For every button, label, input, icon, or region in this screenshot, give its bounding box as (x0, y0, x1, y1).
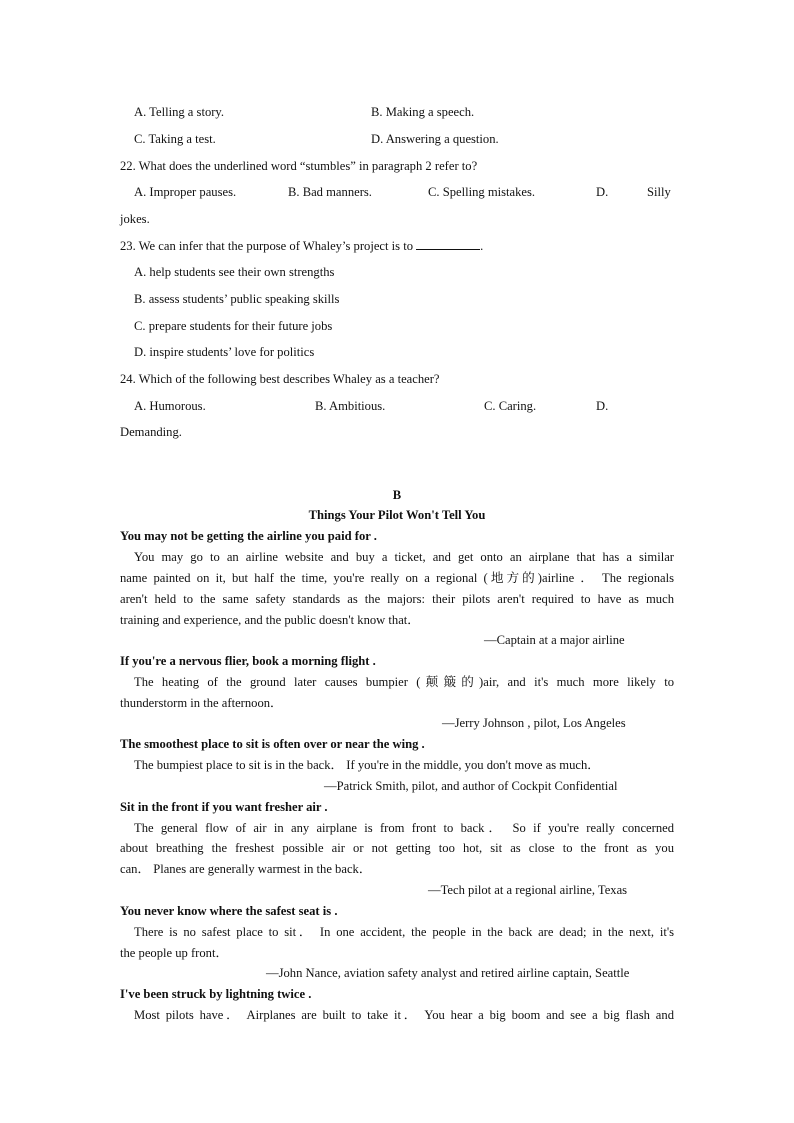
attribution: —Jerry Johnson , pilot, Los Angeles (442, 716, 626, 730)
q21-option-a: A. Telling a story. (134, 105, 225, 119)
q23-option-b: B. assess students’ public speaking skills (134, 292, 340, 306)
attribution: —Patrick Smith, pilot, and author of Cockpit Confidential (324, 779, 618, 793)
q23-option-d: D. inspire students’ love for politics (134, 345, 315, 359)
section-heading: I've been struck by lightning twice . (120, 987, 312, 1001)
q24-option-b: B. Ambitious. (315, 399, 386, 413)
paragraph-line: Most pilots have． Airplanes are built to take it． You hear a big boom and see a big flash and (134, 1008, 674, 1022)
paragraph-line: There is no safest place to sit． In one accident, the people in the back are dead; in the next, it's (134, 925, 674, 939)
attribution: —Captain at a major airline (484, 633, 625, 647)
q24-stem: 24. Which of the following best describes Whaley as a teacher? (120, 372, 440, 386)
q22-option-c: C. Spelling mistakes. (428, 185, 536, 199)
q22-option-d-continued: jokes. (120, 212, 150, 226)
q23-stem-text: 23. We can infer that the purpose of Whaley’s project is to (120, 239, 413, 253)
q22-option-d-letter: D. (596, 185, 609, 199)
section-heading: The smoothest place to sit is often over or near the wing . (120, 737, 425, 751)
paragraph-line: the people up front． (120, 946, 229, 960)
paragraph-line: about breathing the freshest possible air or not getting too hot, sit as close to the front as you (120, 841, 674, 855)
q22-option-a: A. Improper pauses. (134, 185, 237, 199)
paragraph-line: The general flow of air in any airplane is from front to back． So if you're really concerned (134, 821, 674, 835)
q24-option-c: C. Caring. (484, 399, 537, 413)
q24-option-d-letter: D. (596, 399, 609, 413)
paragraph-line: thunderstorm in the afternoon． (120, 696, 283, 710)
paragraph-line: The heating of the ground later causes bumpier (颠簸的)air, and it's much more likely to (134, 675, 674, 689)
q21-option-b: B. Making a speech. (371, 105, 475, 119)
q22-option-b: B. Bad manners. (288, 185, 372, 199)
q22-option-d-text: Silly (647, 185, 671, 199)
paragraph-line: training and experience, and the public doesn't know that． (120, 613, 420, 627)
passage-title: Things Your Pilot Won't Tell You (308, 508, 486, 522)
section-letter: B (392, 488, 402, 502)
q21-option-c: C. Taking a test. (134, 132, 216, 146)
paragraph-line: You may go to an airline website and buy a ticket, and get onto an airplane that has a similar (134, 550, 674, 564)
paragraph-line: aren't held to the same safety standards as the majors: their pilots aren't required to have as much (120, 592, 674, 606)
q23-stem-end: . (480, 239, 484, 253)
attribution: —John Nance, aviation safety analyst and retired airline captain, Seattle (266, 966, 630, 980)
q23-option-a: A. help students see their own strengths (134, 265, 335, 279)
q24-option-d-text: Demanding. (120, 425, 182, 439)
q23-stem (120, 238, 483, 254)
section-heading: You never know where the safest seat is . (120, 904, 338, 918)
q23-option-c: C. prepare students for their future jobs (134, 319, 333, 333)
section-heading: Sit in the front if you want fresher air . (120, 800, 328, 814)
answer-blank (416, 238, 480, 250)
paragraph-line: name painted on it, but half the time, you're really on a regional (地方的)airline ． The regionals (120, 571, 674, 585)
paragraph-line: The bumpiest place to sit is in the back． If you're in the middle, you don't move as much． (134, 758, 600, 772)
q24-option-a: A. Humorous. (134, 399, 206, 413)
q21-option-d: D. Answering a question. (371, 132, 499, 146)
q22-stem: 22. What does the underlined word “stumbles” in paragraph 2 refer to? (120, 159, 478, 173)
paragraph-line: can． Planes are generally warmest in the back． (120, 862, 372, 876)
section-heading: You may not be getting the airline you paid for . (120, 529, 377, 543)
section-heading: If you're a nervous flier, book a morning flight . (120, 654, 376, 668)
attribution: —Tech pilot at a regional airline, Texas (428, 883, 628, 897)
